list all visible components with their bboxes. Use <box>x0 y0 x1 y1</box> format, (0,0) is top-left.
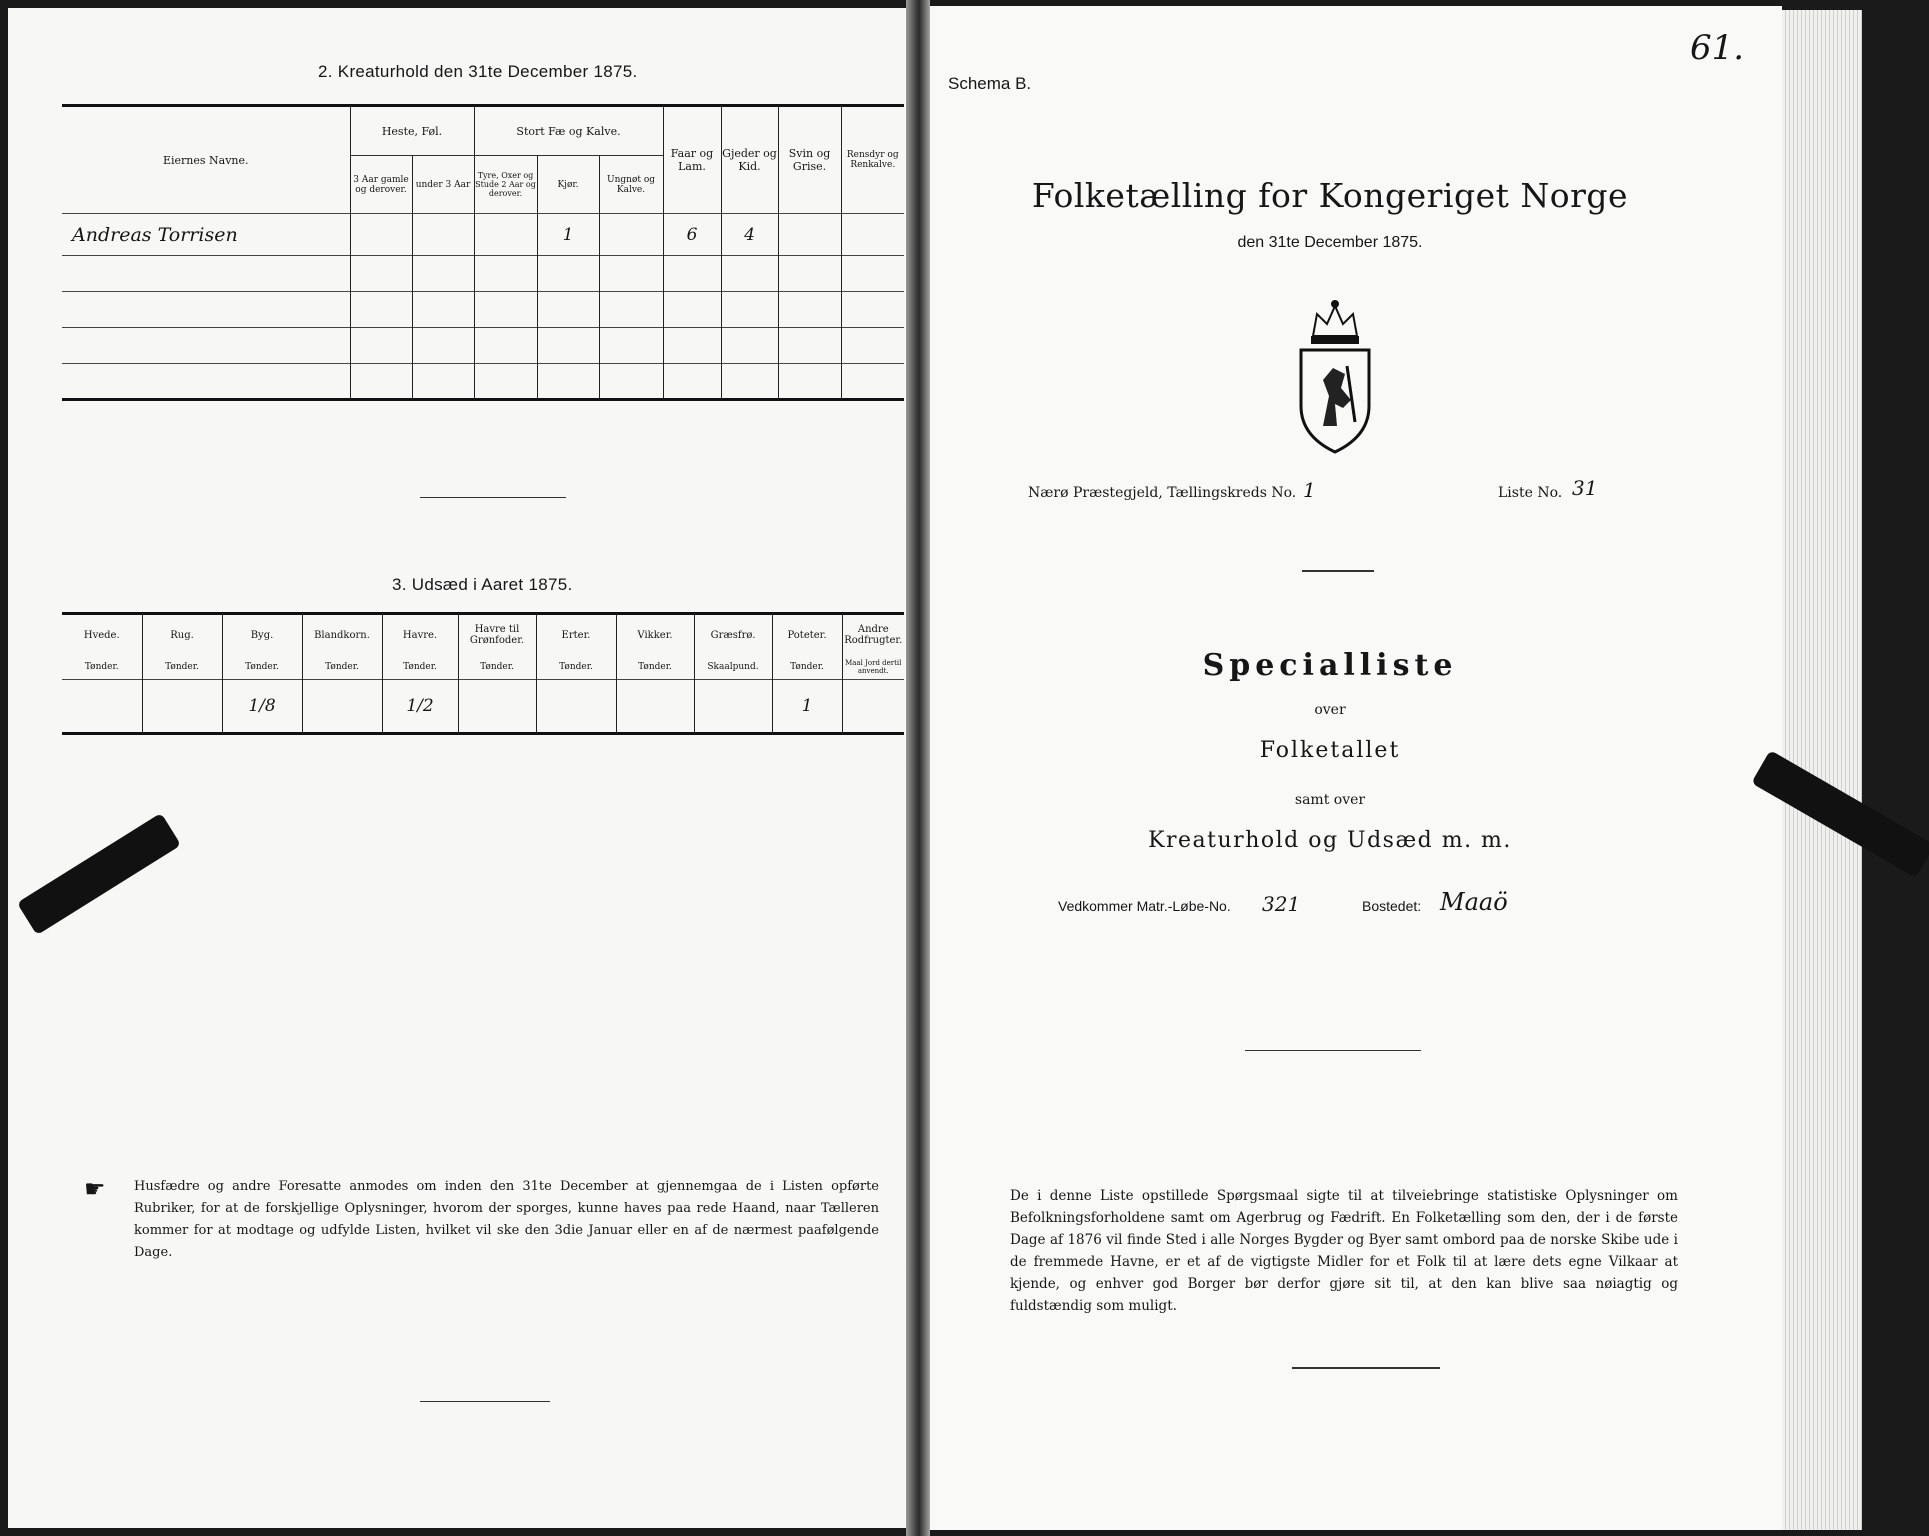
coat-of-arms-icon <box>1295 296 1375 456</box>
cell-pigs <box>778 214 841 256</box>
cell-reindeer <box>841 214 904 256</box>
sowing-unit-9: Tønder. <box>772 656 842 680</box>
cell-bulls <box>474 214 537 256</box>
parish-line: Nærø Præstegjeld, Tællingskreds No. <box>1028 485 1297 501</box>
folketallet: Folketallet <box>1259 738 1401 763</box>
owner-name: Andreas Torrisen <box>62 214 350 256</box>
book-spine <box>906 0 930 1536</box>
cell-horses-old <box>350 214 412 256</box>
sowing-header-3: Blandkorn. <box>302 614 382 656</box>
page-number: 61. <box>1690 28 1745 68</box>
kreds-no: 1 <box>1303 478 1316 502</box>
sowing-cell-5 <box>458 680 536 734</box>
kreatur-title: Kreaturhold og Udsæd m. m. <box>1148 828 1512 853</box>
sowing-unit-2: Tønder. <box>222 656 302 680</box>
sowing-header-4: Havre. <box>382 614 458 656</box>
short-rule <box>1302 570 1374 572</box>
sowing-cell-4: 1/2 <box>382 680 458 734</box>
main-title: Folketælling for Kongeriget Norge <box>1031 176 1629 215</box>
header-horses-young: under 3 Aar <box>412 156 474 214</box>
liste-label: Liste No. <box>1498 485 1563 501</box>
header-cattle: Stort Fæ og Kalve. <box>474 106 663 156</box>
header-goats: Gjeder og Kid. <box>721 106 778 214</box>
sowing-cell-2: 1/8 <box>222 680 302 734</box>
header-horses: Heste, Føl. <box>350 106 474 156</box>
sowing-header-10: Andre Rodfrugter. <box>842 614 904 656</box>
bottom-rule-left <box>420 1401 550 1402</box>
sowing-unit-4: Tønder. <box>382 656 458 680</box>
sowing-cell-9: 1 <box>772 680 842 734</box>
sowing-header-5: Havre til Grønfoder. <box>458 614 536 656</box>
livestock-table <box>62 104 904 401</box>
sowing-unit-8: Skaalpund. <box>694 656 772 680</box>
header-calves: Ungnøt og Kalve. <box>599 156 663 214</box>
sowing-header-1: Rug. <box>142 614 222 656</box>
sowing-unit-7: Tønder. <box>616 656 694 680</box>
notice-text: Husfædre og andre Foresatte anmodes om inden den 31te December at gjennemgaa de i Listen opførte Rubriker, for at de forskjellige Oplysninger, hvorom der sporges, kunne haves paa rede Haand, naar Tælleren kommer for at modtage og udfylde Listen, hvilket vil ske den 3die Januar eller en af de nærmest paafølgende Dage. <box>134 1179 879 1260</box>
sowing-unit-6: Tønder. <box>536 656 616 680</box>
sowing-cell-1 <box>142 680 222 734</box>
sowing-cell-6 <box>536 680 616 734</box>
header-horses-old: 3 Aar gamle og derover. <box>350 156 412 214</box>
header-sheep: Faar og Lam. <box>663 106 721 214</box>
sowing-cell-8 <box>694 680 772 734</box>
sowing-unit-3: Tønder. <box>302 656 382 680</box>
matr-no: 321 <box>1262 892 1301 916</box>
bottom-rule-right <box>1292 1367 1440 1369</box>
sowing-cell-3 <box>302 680 382 734</box>
cell-cows: 1 <box>537 214 599 256</box>
sowing-unit-5: Tønder. <box>458 656 536 680</box>
sowing-table <box>62 612 904 735</box>
bosted-value: Maaö <box>1440 888 1508 916</box>
divider-rule <box>420 497 566 498</box>
cell-goats: 4 <box>721 214 778 256</box>
bosted-label: Bostedet: <box>1362 898 1422 914</box>
sowing-header-9: Poteter. <box>772 614 842 656</box>
schema-label: Schema B. <box>948 74 1032 93</box>
cell-horses-young <box>412 214 474 256</box>
cell-calves <box>599 214 663 256</box>
section2-title: 2. Kreaturhold den 31te December 1875. <box>318 62 638 81</box>
sowing-unit-10: Maal Jord dertil anvendt. <box>842 656 904 680</box>
sowing-cell-10 <box>842 680 904 734</box>
subtitle: den 31te December 1875. <box>1237 234 1423 251</box>
cell-sheep: 6 <box>663 214 721 256</box>
header-bulls: Tyre, Oxer og Stude 2 Aar og derover. <box>474 156 537 214</box>
matr-label: Vedkommer Matr.-Løbe-No. <box>1058 898 1231 914</box>
pointing-hand-icon: ☛ <box>84 1175 106 1203</box>
dotted-rule <box>1245 1050 1421 1051</box>
header-pigs: Svin og Grise. <box>778 106 841 214</box>
section3-title: 3. Udsæd i Aaret 1875. <box>392 575 573 594</box>
special-title: Specialliste <box>1202 648 1458 683</box>
sowing-header-7: Vikker. <box>616 614 694 656</box>
liste-no: 31 <box>1572 476 1598 500</box>
header-owner: Eiernes Navne. <box>62 106 350 214</box>
sowing-header-0: Hvede. <box>62 614 142 656</box>
samt-over: samt over <box>1294 792 1366 808</box>
sowing-unit-0: Tønder. <box>62 656 142 680</box>
footer-text: De i denne Liste opstillede Spørgsmaal sigte til at tilveiebringe statistiske Oplysninger om Befolkningsforholdene samt om Agerbrug og Fædrift. En Folketælling som den, der i de første Dage af 1876 vil finde Sted i alle Norges Bygder og Byer samt ombord paa de norske Skibe ude i de fremmede Havne, er et af de vigtigste Midler for et Folk til at lære dets egne Vilkaar at kjende, og enhver god Borger bør derfor gjøre sit til, at den kan blive saa nøiagtig og fuldstændig som muligt. <box>1010 1188 1678 1314</box>
header-reindeer: Rensdyr og Renkalve. <box>841 106 904 214</box>
header-cows: Kjør. <box>537 156 599 214</box>
sowing-unit-1: Tønder. <box>142 656 222 680</box>
sowing-header-2: Byg. <box>222 614 302 656</box>
sowing-header-6: Erter. <box>536 614 616 656</box>
sowing-header-8: Græsfrø. <box>694 614 772 656</box>
sowing-cell-7 <box>616 680 694 734</box>
over-1: over <box>1314 702 1346 718</box>
sowing-cell-0 <box>62 680 142 734</box>
